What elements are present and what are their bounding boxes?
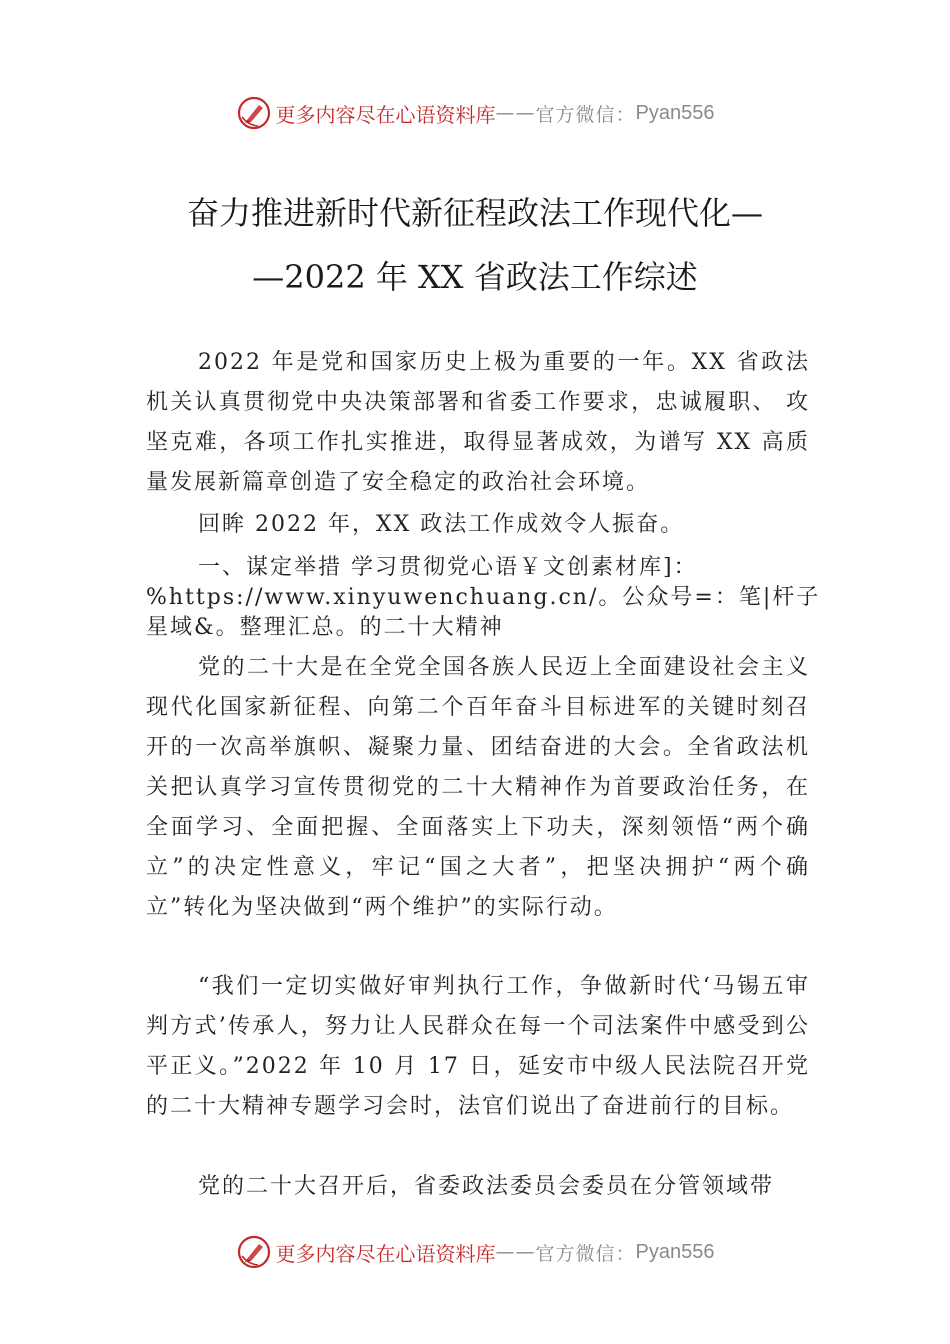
banner-wechat-label: 官方微信：: [535, 1242, 636, 1265]
paragraph-review: 回眸 2022 年，XX 政法工作成效令人振奋。: [198, 512, 685, 537]
document-title-line-2: —2022 年 XX 省政法工作综述: [252, 258, 698, 296]
section-heading-1: [146, 553, 821, 643]
banner-dash: ——: [495, 102, 536, 124]
banner-account: Pyan556: [635, 1240, 715, 1263]
paragraph-continuation: 党的二十大召开后，省委政法委员会委员在分管领域带: [198, 1174, 775, 1199]
section-heading-line-1: 一、谋定举措 学习贯彻党心语￥文创素材库]：: [198, 555, 698, 580]
section-heading-line-2: %https://www.xinyuwenchuang.cn/。公众号=：笔|杆子: [146, 585, 821, 610]
header-banner: [0, 93, 950, 133]
banner-text: 更多内容尽在心语资料库: [275, 1241, 496, 1266]
pen-logo-icon: [236, 1234, 272, 1270]
banner-text: 更多内容尽在心语资料库: [275, 102, 496, 127]
paragraph-intro: 2022 年是党和国家历史上极为重要的一年。XX 省政法机关认真贯彻党中央决策部署和省委工作要求，忠诚履职、 攻坚克难，各项工作扎实推进，取得显著成效，为谱写 XX 高质量发展新篇章创造了安全稳定的政治社会环境。: [146, 350, 810, 495]
banner-wechat-label: 官方微信：: [535, 103, 636, 126]
document-title-line-1: 奋力推进新时代新征程政法工作现代化—: [186, 194, 763, 232]
section-heading-line-3: 星域&。整理汇总。的二十大精神: [146, 615, 504, 640]
pen-logo-icon: [236, 95, 272, 131]
banner-dash: ——: [495, 1241, 536, 1263]
paragraph-congress: 党的二十大是在全党全国各族人民迈上全面建设社会主义现代化国家新征程、向第二个百年奋斗目标进军的关键时刻召开的一次高举旗帜、凝聚力量、团结奋进的大会。全省政法机关把认真学习宣传贯彻党的二十大精神作为首要政治任务，在全面学习、全面把握、全面落实上下功夫，深刻领悟“两个确立”的决定性意义，牢记“国之大者”，把坚决拥护“两个确立”转化为坚决做到“两个维护”的实际行动。: [146, 655, 810, 920]
paragraph-quote: “我们一定切实做好审判执行工作，争做新时代‘马锡五审判方式’传承人，努力让人民群众在每一个司法案件中感受到公平正义。”2022 年 10 月 17 日，延安市中级人民法院召开党的二十大精神专题学习会时，法官们说出了奋进前行的目标。: [146, 974, 810, 1119]
banner-account: Pyan556: [635, 101, 715, 124]
footer-banner: [0, 1232, 950, 1272]
